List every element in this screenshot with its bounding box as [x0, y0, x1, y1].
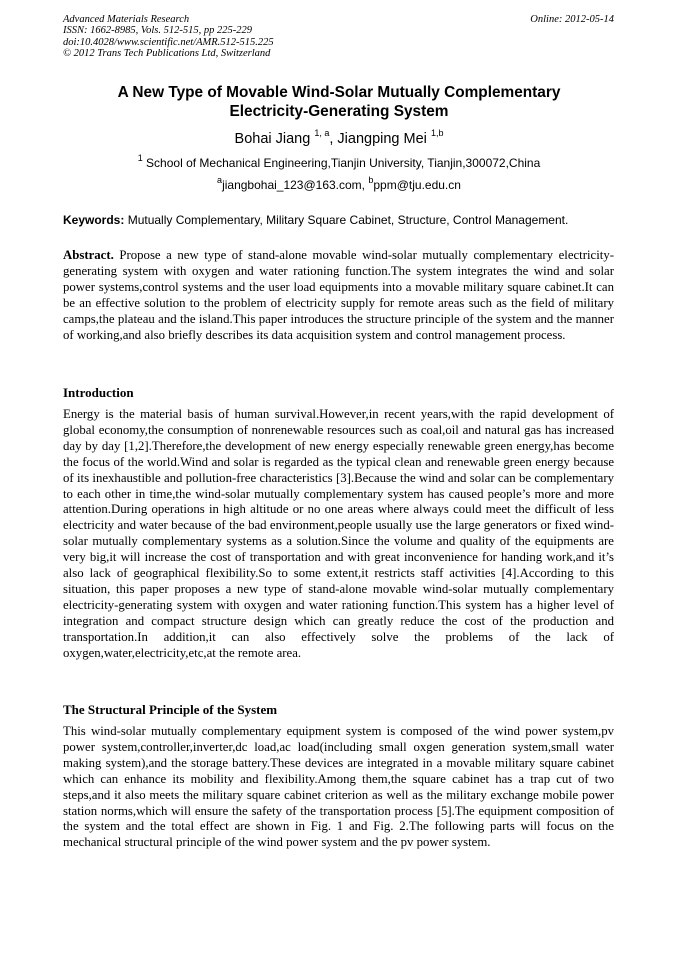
introduction-heading: Introduction [63, 385, 134, 400]
abstract-text: Propose a new type of stand-alone movable wind-solar mutually complementary electricity-generating system with oxygen and water rationing function.The system integrates the wind and solar power systems,control systems and the user load equipments into a movable military square cabinet.It can be an effective solution to the problem of electricity supply for remote areas such as the field of military camps,the plateau and the island.This paper introduces the structure principle of the system and the manner of working,and also briefly describes its data acquisition system and control management process. [63, 248, 614, 342]
author-list [63, 130, 615, 148]
author-1-name: Bohai Jiang [234, 131, 311, 147]
email-b-mark: b [368, 175, 374, 185]
structural-heading: The Structural Principle of the System [63, 702, 278, 717]
journal-copyright: © 2012 Trans Tech Publications Ltd, Switzerland [63, 48, 271, 60]
keywords-text: Mutually Complementary, Military Square Cabinet, Structure, Control Management. [124, 213, 569, 227]
email-a: jiangbohai_123@163.com, [222, 178, 369, 192]
affiliation-mark: 1 [137, 153, 143, 163]
author-separator: , [329, 131, 338, 147]
introduction-paragraph: Energy is the material basis of human survival.However,in recent years,with the rapid development of global economy,the consumption of nonrenewable resources such as coal,oil and natural gas has increased day by day [1,2].Therefore,the development of new energy especially renewable green energy,has become the focus of the world.Wind and solar is regarded as the typical clean and renewable green energy because of its inexhaustible and pollution-free characteristics [3].Because the wind and solar can be complementary to each other in time,the wind-solar mutually complementary system has caused people’s more and more attention.During operations in high altitude or no one areas where always could meet the difficult of less electricity and water because of the bad environment,people usually use the large generators or fixed wind-solar mutually complementary systems as a solution.Since the volume and quality of the equipments are very big,it will increase the cost of transportation and with great inconvenience for handing work,and it’s also lack of geographical flexibility.So to some extent,it restricts staff activities [4].According to this situation, this paper proposes a new type of stand-alone movable wind-solar mutually complementary electricity-generating system with oxygen and water rationing function.This system has a higher level of integration and compact structure design which can greatly reduce the cost of the production and transportation.In addition,it can also effectively solve the problems of the lack of oxygen,water,electricity,etc,at the remote area. [63, 407, 614, 660]
affiliation-text: School of Mechanical Engineering,Tianjin University, Tianjin,300072,China [142, 156, 541, 170]
email-a-mark: a [217, 175, 223, 185]
abstract-label: Abstract. [63, 248, 114, 262]
online-date: Online: 2012-05-14 [530, 14, 614, 25]
structural-paragraph: This wind-solar mutually complementary equipment system is composed of the wind power system,pv power system,controller,inverter,dc load,ac load(including small oxgen generation system,small water making system),and the storage battery.These devices are integrated in a movable military square cabinet which can enhance its mobility and flexibility.Among them,the square cabinet has a trap cut of two steps,and it also meets the military square cabinet criterion as well as the military exchange mobile power station norms,which will ensure the safety of the transportation process [5].The equipment composition of the system and the total effect are shown in Fig. 1 and Fig. 2.The following parts will focus on the mechanical structural principle of the wind power system and the pv power system. [63, 724, 614, 850]
abstract [63, 248, 614, 343]
keywords-label: Keywords: [63, 213, 125, 227]
keywords [63, 212, 615, 228]
email-b: ppm@tju.edu.cn [373, 178, 461, 192]
author-2-name: Jiangping Mei [337, 131, 427, 147]
author-emails [63, 175, 615, 193]
journal-issn: ISSN: 1662-8985, Vols. 512-515, pp 225-229 [63, 25, 252, 37]
author-1-affil: 1, a [314, 128, 330, 139]
paper-title [63, 83, 615, 121]
journal-doi: doi:10.4028/www.scientific.net/AMR.512-515.225 [63, 36, 274, 48]
title-line-2: Electricity-Generating System [229, 103, 449, 120]
title-line-1: A New Type of Movable Wind-Solar Mutually Complementary [117, 84, 561, 101]
journal-info [63, 14, 274, 60]
journal-name: Advanced Materials Research [63, 14, 190, 25]
affiliation [63, 153, 615, 171]
author-2-affil: 1,b [430, 128, 444, 139]
